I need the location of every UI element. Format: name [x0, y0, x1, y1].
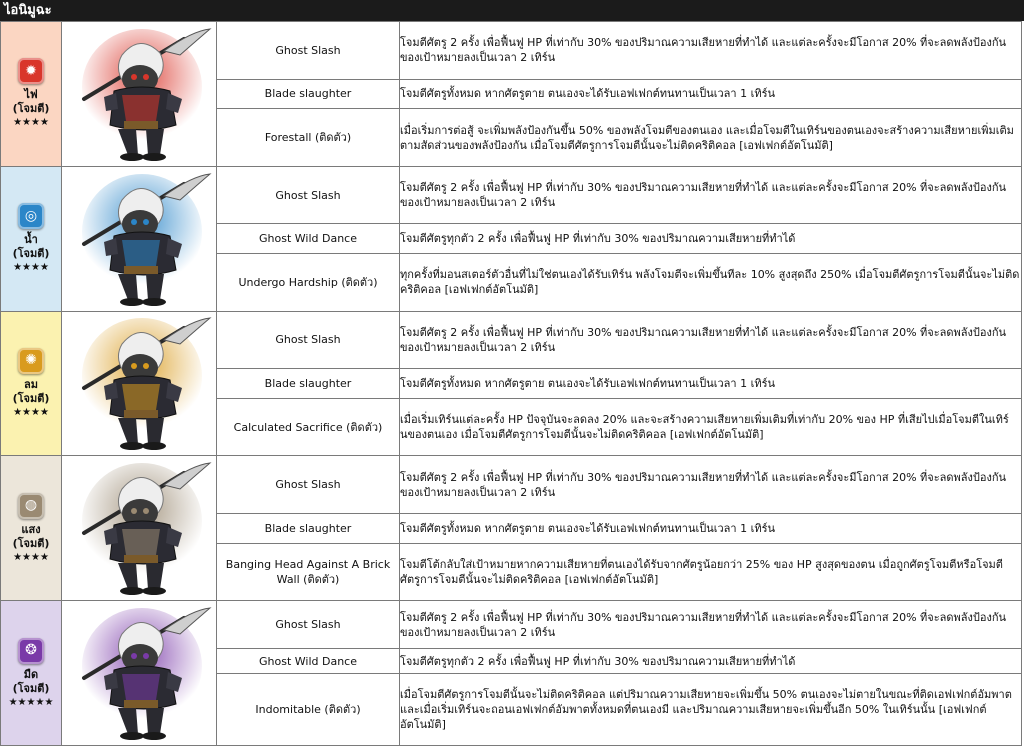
element-label: ลม — [24, 377, 38, 391]
skill-description: โจมตีศัตรูทั้งหมด หากศัตรูตาย ตนเองจะได้รับเอฟเฟกต์ทนทานเป็นเวลา 1 เทิร์น — [400, 79, 1022, 109]
element-type: (โจมตี) — [12, 681, 50, 695]
element-label: แสง — [21, 522, 41, 536]
star-rating: ★★★★ — [13, 262, 49, 274]
skill-name: Ghost Slash — [217, 166, 400, 224]
monster-art-fire — [62, 22, 217, 167]
monster-art-wind — [62, 311, 217, 456]
skill-name: Ghost Slash — [217, 22, 400, 80]
skill-description: โจมตีศัตรู 2 ครั้ง เพื่อฟื้นฟู HP ที่เท่ากับ 30% ของปริมาณความเสียหายที่ทำได้ และแต่ละครั้งจะมีโอกาส 20% ที่จะลดพลังป้องกันของเป้าหมายลงเป็นเวลา 2 เทิร์น — [400, 311, 1022, 369]
skill-row — [1, 22, 1022, 80]
star-rating: ★★★★★ — [8, 696, 54, 708]
skill-name: Blade slaughter — [217, 513, 400, 543]
monster-illustration — [64, 604, 214, 742]
monster-illustration — [64, 314, 214, 452]
skill-name: Undergo Hardship (ติดตัว) — [217, 254, 400, 312]
skill-row — [1, 456, 1022, 514]
dark-emblem-icon: ❂ — [18, 638, 44, 664]
skill-name: Indomitable (ติดตัว) — [217, 674, 400, 746]
element-type: (โจมตี) — [12, 536, 50, 550]
star-rating: ★★★★ — [13, 551, 49, 563]
page-title: ไอนิมูฉะ — [0, 0, 1024, 21]
skill-row — [1, 166, 1022, 224]
element-label: มืด — [23, 667, 39, 681]
skill-description: เมื่อเริ่มเทิร์นแต่ละครั้ง HP ปัจจุบันจะลดลง 20% และจะสร้างความเสียหายเพิ่มเติมที่เท่ากับ 20% ของ HP ที่เสียไปเมื่อโจมตีในเทิร์นของตนเอง เมื่อโจมตีศัตรูการโจมตีนั้นจะไม่ติดคริติคอล [เอฟเฟกต์อัตโนมัติ] — [400, 398, 1022, 456]
skill-name: Blade slaughter — [217, 369, 400, 399]
element-cell-light — [1, 456, 62, 601]
monster-illustration — [64, 25, 214, 163]
star-rating: ★★★★ — [13, 117, 49, 129]
skill-description: เมื่อเริ่มการต่อสู้ จะเพิ่มพลังป้องกันขึ้น 50% ของพลังโจมตีของตนเอง และเมื่อโจมตีในเทิร์นของตนเองจะสร้างความเสียหายเพิ่มเติมตามสัดส่วนของพลังป้องกัน เมื่อโจมตีศัตรูการโจมตีนั้นจะไม่ติดคริติคอล [เอฟเฟกต์อัตโนมัติ] — [400, 109, 1022, 167]
element-cell-dark — [1, 601, 62, 746]
star-rating: ★★★★ — [13, 406, 49, 418]
element-label: ไฟ — [24, 88, 38, 102]
monster-art-light — [62, 456, 217, 601]
skill-description: โจมตีศัตรูทุกตัว 2 ครั้ง เพื่อฟื้นฟู HP ที่เท่ากับ 30% ของปริมาณความเสียหายที่ทำได้ — [400, 224, 1022, 254]
skill-description: โจมตีศัตรู 2 ครั้ง เพื่อฟื้นฟู HP ที่เท่ากับ 30% ของปริมาณความเสียหายที่ทำได้ และแต่ละครั้งจะมีโอกาส 20% ที่จะลดพลังป้องกันของเป้าหมายลงเป็นเวลา 2 เทิร์น — [400, 166, 1022, 224]
skill-name: Ghost Slash — [217, 601, 400, 649]
skill-name: Calculated Sacrifice (ติดตัว) — [217, 398, 400, 456]
element-cell-wind — [1, 311, 62, 456]
skill-description: โจมตีศัตรู 2 ครั้ง เพื่อฟื้นฟู HP ที่เท่ากับ 30% ของปริมาณความเสียหายที่ทำได้ และแต่ละครั้งจะมีโอกาส 20% ที่จะลดพลังป้องกันของเป้าหมายลงเป็นเวลา 2 เทิร์น — [400, 601, 1022, 649]
monster-art-water — [62, 166, 217, 311]
element-cell-water — [1, 166, 62, 311]
skill-name: Ghost Slash — [217, 311, 400, 369]
skills-table — [0, 21, 1022, 746]
water-emblem-icon: ◎ — [18, 203, 44, 229]
skill-description: โจมตีศัตรู 2 ครั้ง เพื่อฟื้นฟู HP ที่เท่ากับ 30% ของปริมาณความเสียหายที่ทำได้ และแต่ละครั้งจะมีโอกาส 20% ที่จะลดพลังป้องกันของเป้าหมายลงเป็นเวลา 2 เทิร์น — [400, 456, 1022, 514]
monster-art-dark — [62, 601, 217, 746]
skill-name: Ghost Slash — [217, 456, 400, 514]
element-type: (โจมตี) — [12, 391, 50, 405]
fire-emblem-icon: ✹ — [18, 58, 44, 84]
skill-name: Banging Head Against A Brick Wall (ติดตัว) — [217, 543, 400, 601]
skill-name: Ghost Wild Dance — [217, 649, 400, 674]
light-emblem-icon: ◍ — [18, 493, 44, 519]
skill-name: Ghost Wild Dance — [217, 224, 400, 254]
skill-row — [1, 601, 1022, 649]
monster-illustration — [64, 170, 214, 308]
skill-row — [1, 311, 1022, 369]
wind-emblem-icon: ✺ — [18, 348, 44, 374]
element-cell-fire — [1, 22, 62, 167]
element-label: น้ำ — [24, 233, 38, 247]
monster-illustration — [64, 459, 214, 597]
element-type: (โจมตี) — [12, 102, 50, 116]
skill-description: เมื่อโจมตีศัตรูการโจมตีนั้นจะไม่ติดคริติคอล แต่ปริมาณความเสียหายจะเพิ่มขึ้น 50% ตนเองจะไม่ตายในขณะที่ติดเอฟเฟกต์อัมพาต และเมื่อเริ่มเทิร์นจะถอนเอฟเฟกต์อัมพาตทั้งหมดที่ตนเองมี และปริมาณความเสียหายจะเพิ่มขึ้นอีก 50% ในเทิร์นนั้น [เอฟเฟกต์อัตโนมัติ] — [400, 674, 1022, 746]
skill-name: Blade slaughter — [217, 79, 400, 109]
skill-description: โจมตีศัตรูทุกตัว 2 ครั้ง เพื่อฟื้นฟู HP ที่เท่ากับ 30% ของปริมาณความเสียหายที่ทำได้ — [400, 649, 1022, 674]
skill-description: โจมตีศัตรูทั้งหมด หากศัตรูตาย ตนเองจะได้รับเอฟเฟกต์ทนทานเป็นเวลา 1 เทิร์น — [400, 513, 1022, 543]
skill-description: ทุกครั้งที่มอนสเตอร์ตัวอื่นที่ไม่ใช่ตนเองได้รับเทิร์น พลังโจมตีจะเพิ่มขึ้นทีละ 10% สูงสุดถึง 250% เมื่อโจมตีศัตรูการโจมตีนั้นจะไม่ติดคริติคอล [เอฟเฟกต์อัตโนมัติ] — [400, 254, 1022, 312]
skill-description: โจมตีศัตรูทั้งหมด หากศัตรูตาย ตนเองจะได้รับเอฟเฟกต์ทนทานเป็นเวลา 1 เทิร์น — [400, 369, 1022, 399]
skill-description: โจมตีโต้กลับใส่เป้าหมายหากความเสียหายที่ตนเองได้รับจากศัตรูน้อยกว่า 25% ของ HP สูงสุดของตน เมื่อถูกศัตรูโจมตีหรือโจมตีศัตรูการโจมตีนั้นจะไม่ติดคริติคอล [เอฟเฟกต์อัตโนมัติ] — [400, 543, 1022, 601]
skill-description: โจมตีศัตรู 2 ครั้ง เพื่อฟื้นฟู HP ที่เท่ากับ 30% ของปริมาณความเสียหายที่ทำได้ และแต่ละครั้งจะมีโอกาส 20% ที่จะลดพลังป้องกันของเป้าหมายลงเป็นเวลา 2 เทิร์น — [400, 22, 1022, 80]
element-type: (โจมตี) — [12, 247, 50, 261]
skill-name: Forestall (ติดตัว) — [217, 109, 400, 167]
